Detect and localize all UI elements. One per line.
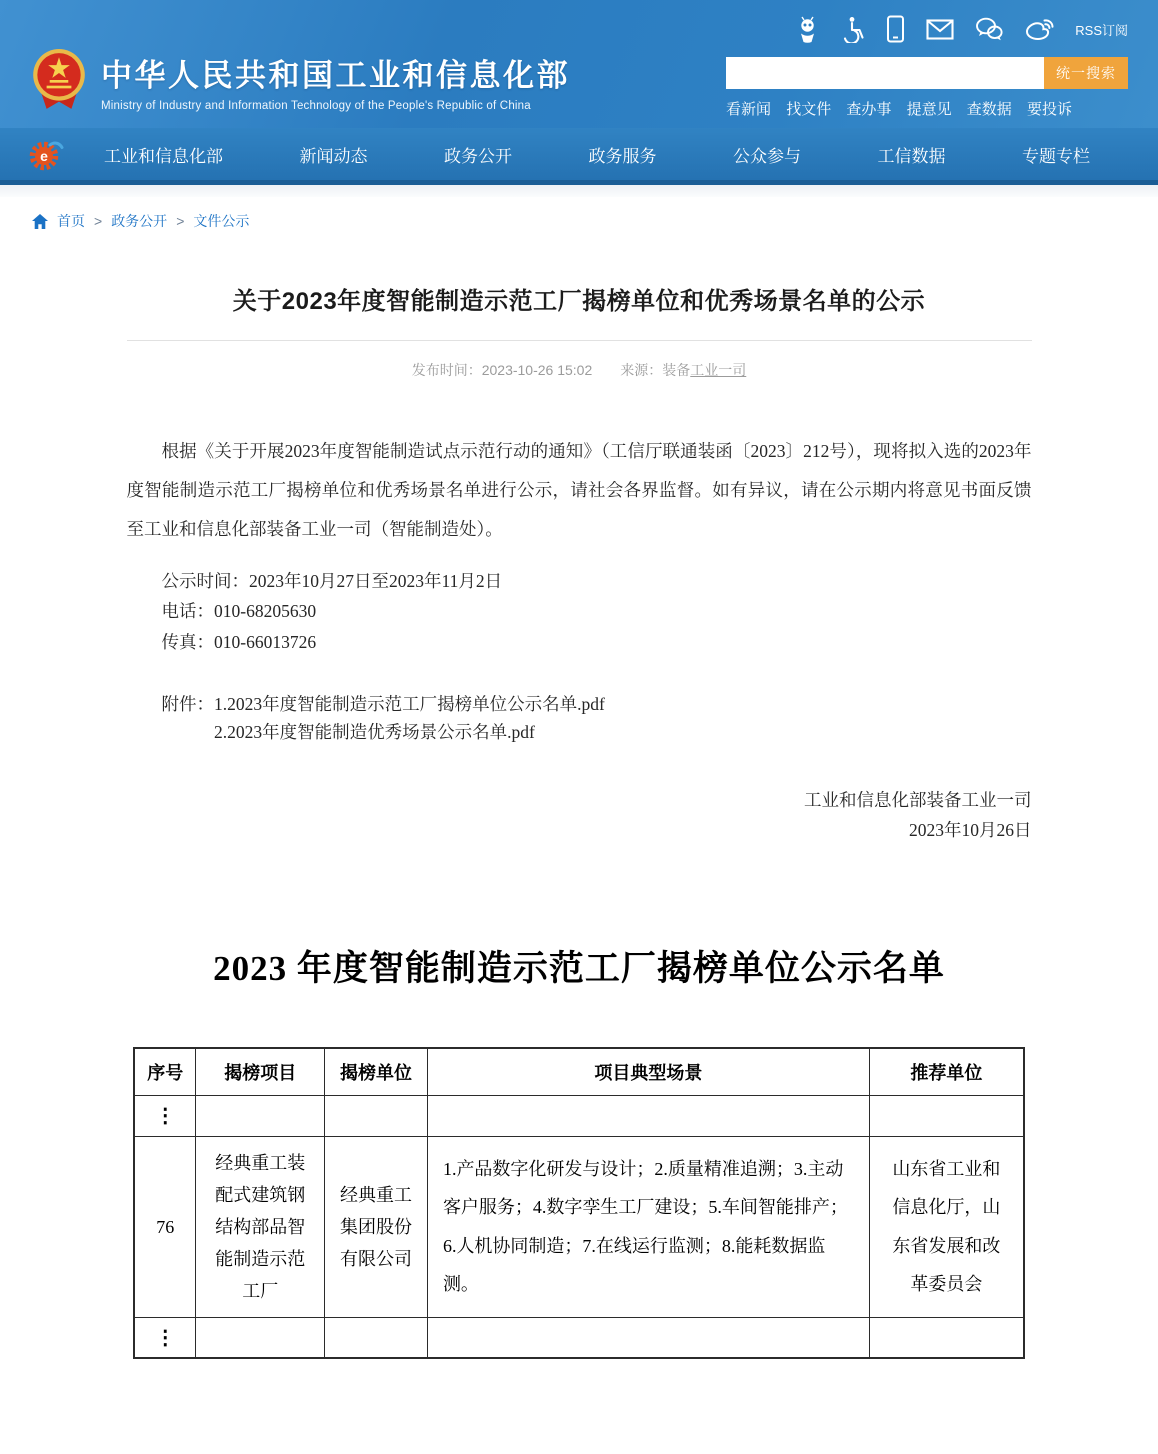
cell-scenes: 1.产品数字化研发与设计；2.质量精准追溯；3.主动客户服务；4.数字孪生工厂建设；5.车间智能排产；6.人机协同制造；7.在线运行监测；8.能耗数据监测。 (427, 1136, 869, 1317)
breadcrumb-separator: > (94, 213, 103, 229)
unified-search-button[interactable]: 统一搜索 (1044, 57, 1128, 89)
fax-number: 传真：010-66013726 (161, 631, 317, 652)
nav-item-special-topics[interactable]: 专题专栏 (1022, 146, 1090, 166)
notice-paragraph: 根据《关于开展2023年度智能制造试点示范行动的通知》（工信厅联通装函〔2023〕212号），现将拟入选的2023年度智能制造示范工厂揭榜单位和优秀场景名单进行公示，请社会各界监督。如有异议，请在公示期内将意见书面反馈至工业和信息化部装备工业一司（智能制造处）。 (126, 441, 1032, 540)
wechat-icon[interactable] (975, 17, 1003, 41)
list-section (0, 941, 1158, 1359)
attachments (127, 690, 1032, 747)
main-nav (0, 128, 1158, 185)
attachment-pdf-2[interactable]: 2.2023年度智能制造优秀场景公示名单.pdf (214, 722, 535, 743)
publicity-period: 公示时间：2023年10月27日至2023年11月2日 (161, 571, 503, 592)
quick-link-files[interactable]: 找文件 (786, 101, 832, 118)
article (127, 281, 1032, 845)
attachments-label: 附件： (161, 693, 214, 714)
empty-cell (427, 1095, 869, 1136)
nav-item-ministry[interactable]: 工业和信息化部 (104, 146, 223, 166)
nav-item-gov-disclosure[interactable]: 政务公开 (444, 146, 512, 166)
breadcrumb-file-publicity[interactable]: 文件公示 (193, 213, 250, 229)
nav-item-gov-services[interactable]: 政务服务 (588, 146, 657, 166)
empty-cell (325, 1317, 428, 1358)
table-header-row (134, 1048, 1024, 1095)
ellipsis-cell: ⋮ (134, 1095, 196, 1136)
search-bar (726, 57, 1128, 89)
empty-cell (869, 1317, 1024, 1358)
cell-unit: 经典重工集团股份有限公司 (325, 1136, 428, 1317)
cell-recommender: 山东省工业和信息化厅，山东省发展和改革委员会 (869, 1136, 1024, 1317)
empty-cell (325, 1095, 428, 1136)
header-icon-row (726, 14, 1128, 44)
page-bottom-space (0, 1359, 1158, 1454)
table-row-ellipsis-top (134, 1095, 1024, 1136)
weibo-icon[interactable] (1024, 17, 1054, 42)
table-row-76 (134, 1136, 1024, 1317)
col-header-project: 揭榜项目 (196, 1048, 325, 1095)
empty-cell (427, 1317, 869, 1358)
national-emblem-icon (32, 48, 86, 112)
quick-link-services[interactable]: 查办事 (846, 101, 892, 118)
source-department-link[interactable]: 工业一司 (690, 362, 747, 378)
cell-project: 经典重工装配式建筑钢结构部品智能制造示范工厂 (196, 1136, 325, 1317)
quick-link-news[interactable]: 看新闻 (726, 101, 772, 118)
list-heading: 2023 年度智能制造示范工厂揭榜单位公示名单 (213, 949, 945, 989)
quick-links (726, 98, 1128, 119)
gov-site-logo-icon[interactable] (28, 136, 64, 172)
breadcrumb-separator: > (176, 213, 185, 229)
col-header-unit: 揭榜单位 (325, 1048, 428, 1095)
notice-info-lines (127, 566, 1032, 657)
site-header (0, 0, 1158, 128)
article-title: 关于2023年度智能制造示范工厂揭榜单位和优秀场景名单的公示 (232, 288, 926, 315)
nav-item-public-participation[interactable]: 公众参与 (733, 146, 801, 166)
home-icon[interactable] (32, 214, 48, 229)
title-divider (127, 340, 1032, 341)
empty-cell (196, 1095, 325, 1136)
publish-time: 发布时间：2023-10-26 15:02 (411, 362, 593, 378)
attachment-pdf-1[interactable]: 1.2023年度智能制造示范工厂揭榜单位公示名单.pdf (214, 693, 605, 714)
site-title: 中华人民共和国工业和信息化部 (101, 58, 570, 93)
breadcrumb (0, 197, 1158, 231)
col-header-index: 序号 (134, 1048, 196, 1095)
source-prefix: 来源：装备 (620, 362, 691, 378)
site-subtitle: Ministry of Industry and Information Technology of the People's Republic of China (101, 100, 531, 112)
col-header-recommender: 推荐单位 (869, 1048, 1024, 1095)
accessibility-icon[interactable] (841, 16, 865, 43)
site-brand (32, 0, 570, 128)
nav-item-miit-data[interactable]: 工信数据 (877, 146, 946, 166)
cell-index: 76 (134, 1136, 196, 1317)
breadcrumb-gov-disclosure[interactable]: 政务公开 (111, 213, 168, 229)
nav-item-news[interactable]: 新闻动态 (299, 146, 368, 166)
quick-link-data[interactable]: 查数据 (966, 101, 1012, 118)
mobile-icon[interactable] (886, 15, 905, 43)
search-input[interactable] (726, 57, 1044, 89)
factory-list-table (133, 1047, 1025, 1359)
quick-link-suggest[interactable]: 提意见 (906, 101, 952, 118)
table-row-ellipsis-bottom (134, 1317, 1024, 1358)
empty-cell (196, 1317, 325, 1358)
mail-icon[interactable] (926, 19, 954, 40)
empty-cell (869, 1095, 1024, 1136)
mascot-robot-icon[interactable] (795, 16, 820, 43)
col-header-scenes: 项目典型场景 (427, 1048, 869, 1095)
signature-department: 工业和信息化部装备工业一司 (804, 789, 1032, 810)
rss-subscribe-link[interactable]: RSS订阅 (1075, 22, 1128, 38)
quick-link-complain[interactable]: 要投诉 (1026, 101, 1072, 118)
signature-block (127, 785, 1032, 846)
signature-date: 2023年10月26日 (909, 819, 1032, 840)
phone-number: 电话：010-68205630 (161, 601, 317, 622)
svg-text:e: e (40, 148, 48, 164)
breadcrumb-home[interactable]: 首页 (57, 213, 85, 229)
ellipsis-cell: ⋮ (134, 1317, 196, 1358)
nav-bottom-strip (0, 185, 1158, 197)
article-meta (127, 360, 1032, 380)
